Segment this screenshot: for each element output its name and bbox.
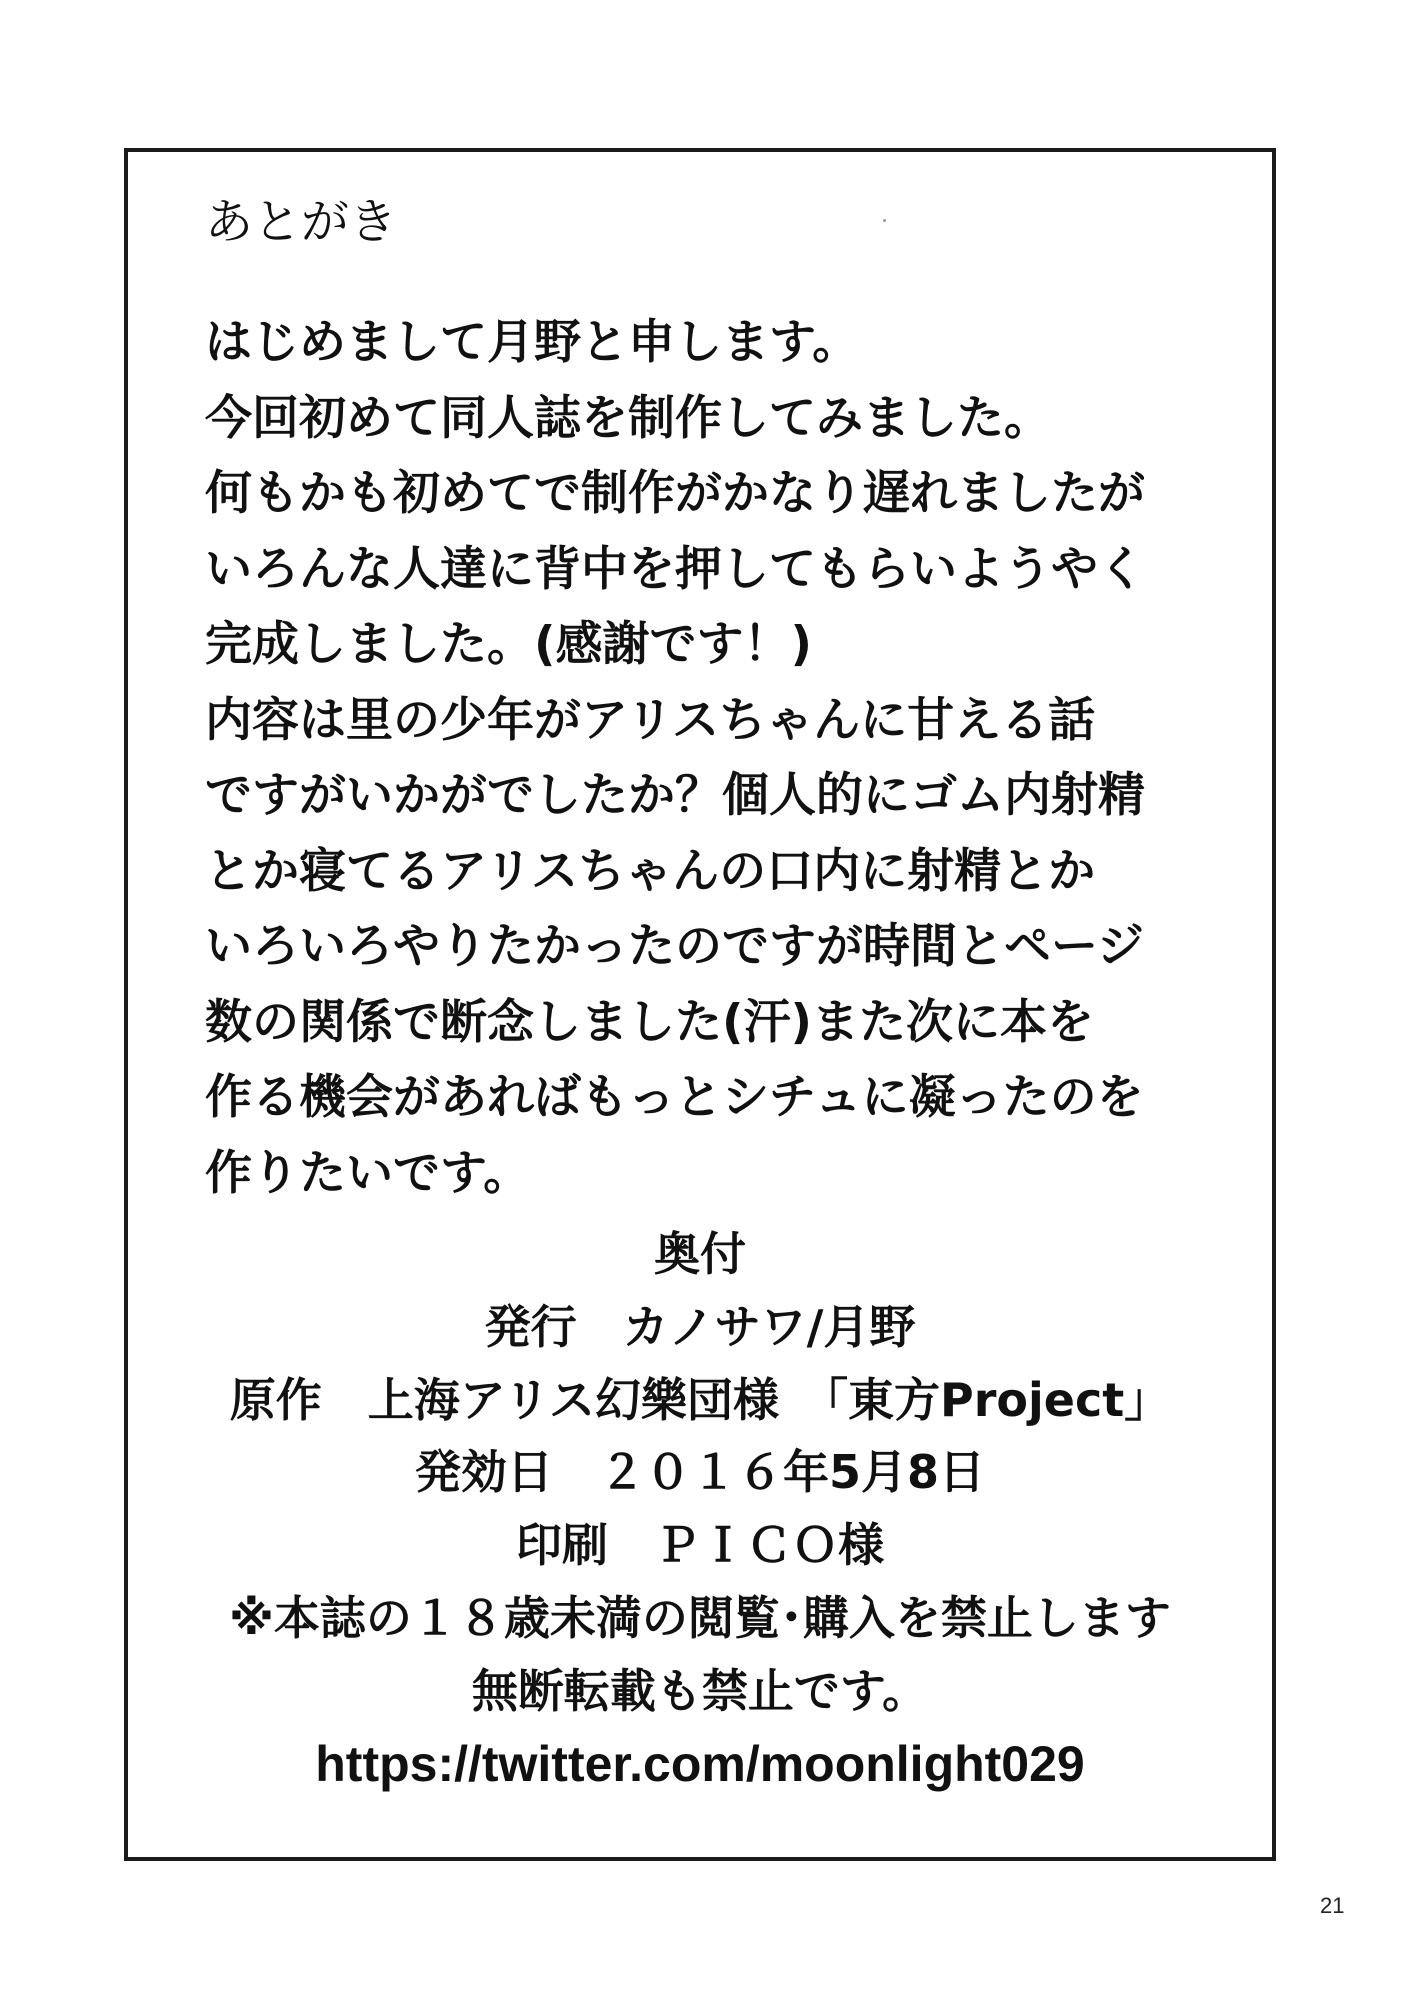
- afterword-body: [205, 305, 1145, 1211]
- afterword-line: 今回初めて同人誌を制作してみました。: [205, 390, 1051, 446]
- colophon: [124, 1218, 1276, 1800]
- afterword-line: 数の関係で断念しました(汗)また次に本を: [205, 994, 1094, 1050]
- publisher-line: 発行 カノサワ/月野: [484, 1299, 916, 1354]
- afterword-line: いろいろやりたかったのですが時間とページ: [205, 919, 1145, 974]
- afterword-line: 内容は里の少年がアリスちゃんに甘える話: [205, 692, 1096, 748]
- age-restriction-notice: ※本誌の１８歳未満の閲覧･購入を禁止します: [229, 1590, 1171, 1645]
- original-work-line: 原作 上海アリス幻樂団様 「東方Project」: [229, 1372, 1171, 1427]
- afterword-line: とか寝てるアリスちゃんの口内に射精とか: [205, 843, 1096, 899]
- printer-line: 印刷 ＰＩＣＯ様: [516, 1518, 884, 1573]
- reprint-prohibition-notice: 無断転載も禁止です。: [471, 1663, 929, 1718]
- scan-speck: [883, 219, 886, 222]
- afterword-line: はじめまして月野と申します。: [205, 315, 860, 370]
- issue-date-line: 発効日 ２０１６年5月8日: [414, 1445, 985, 1500]
- twitter-url: https://twitter.com/moonlight029: [315, 1735, 1085, 1792]
- afterword-line: 何もかも初めてで制作がかなり遅れましたが: [205, 466, 1145, 521]
- afterword-line: ですがいかがでしたか？個人的にゴム内射精: [205, 768, 1145, 823]
- colophon-heading: 奥付: [654, 1227, 746, 1281]
- afterword-line: 完成しました。(感謝です！): [205, 617, 812, 672]
- page-number: 21: [1320, 1893, 1345, 1918]
- afterword-line: いろんな人達に背中を押してもらいようやく: [205, 541, 1145, 597]
- afterword-title: あとがき: [205, 194, 398, 250]
- afterword-line: 作りたいです。: [205, 1145, 531, 1201]
- afterword-line: 作る機会があればもっとシチュに凝ったのを: [205, 1070, 1144, 1125]
